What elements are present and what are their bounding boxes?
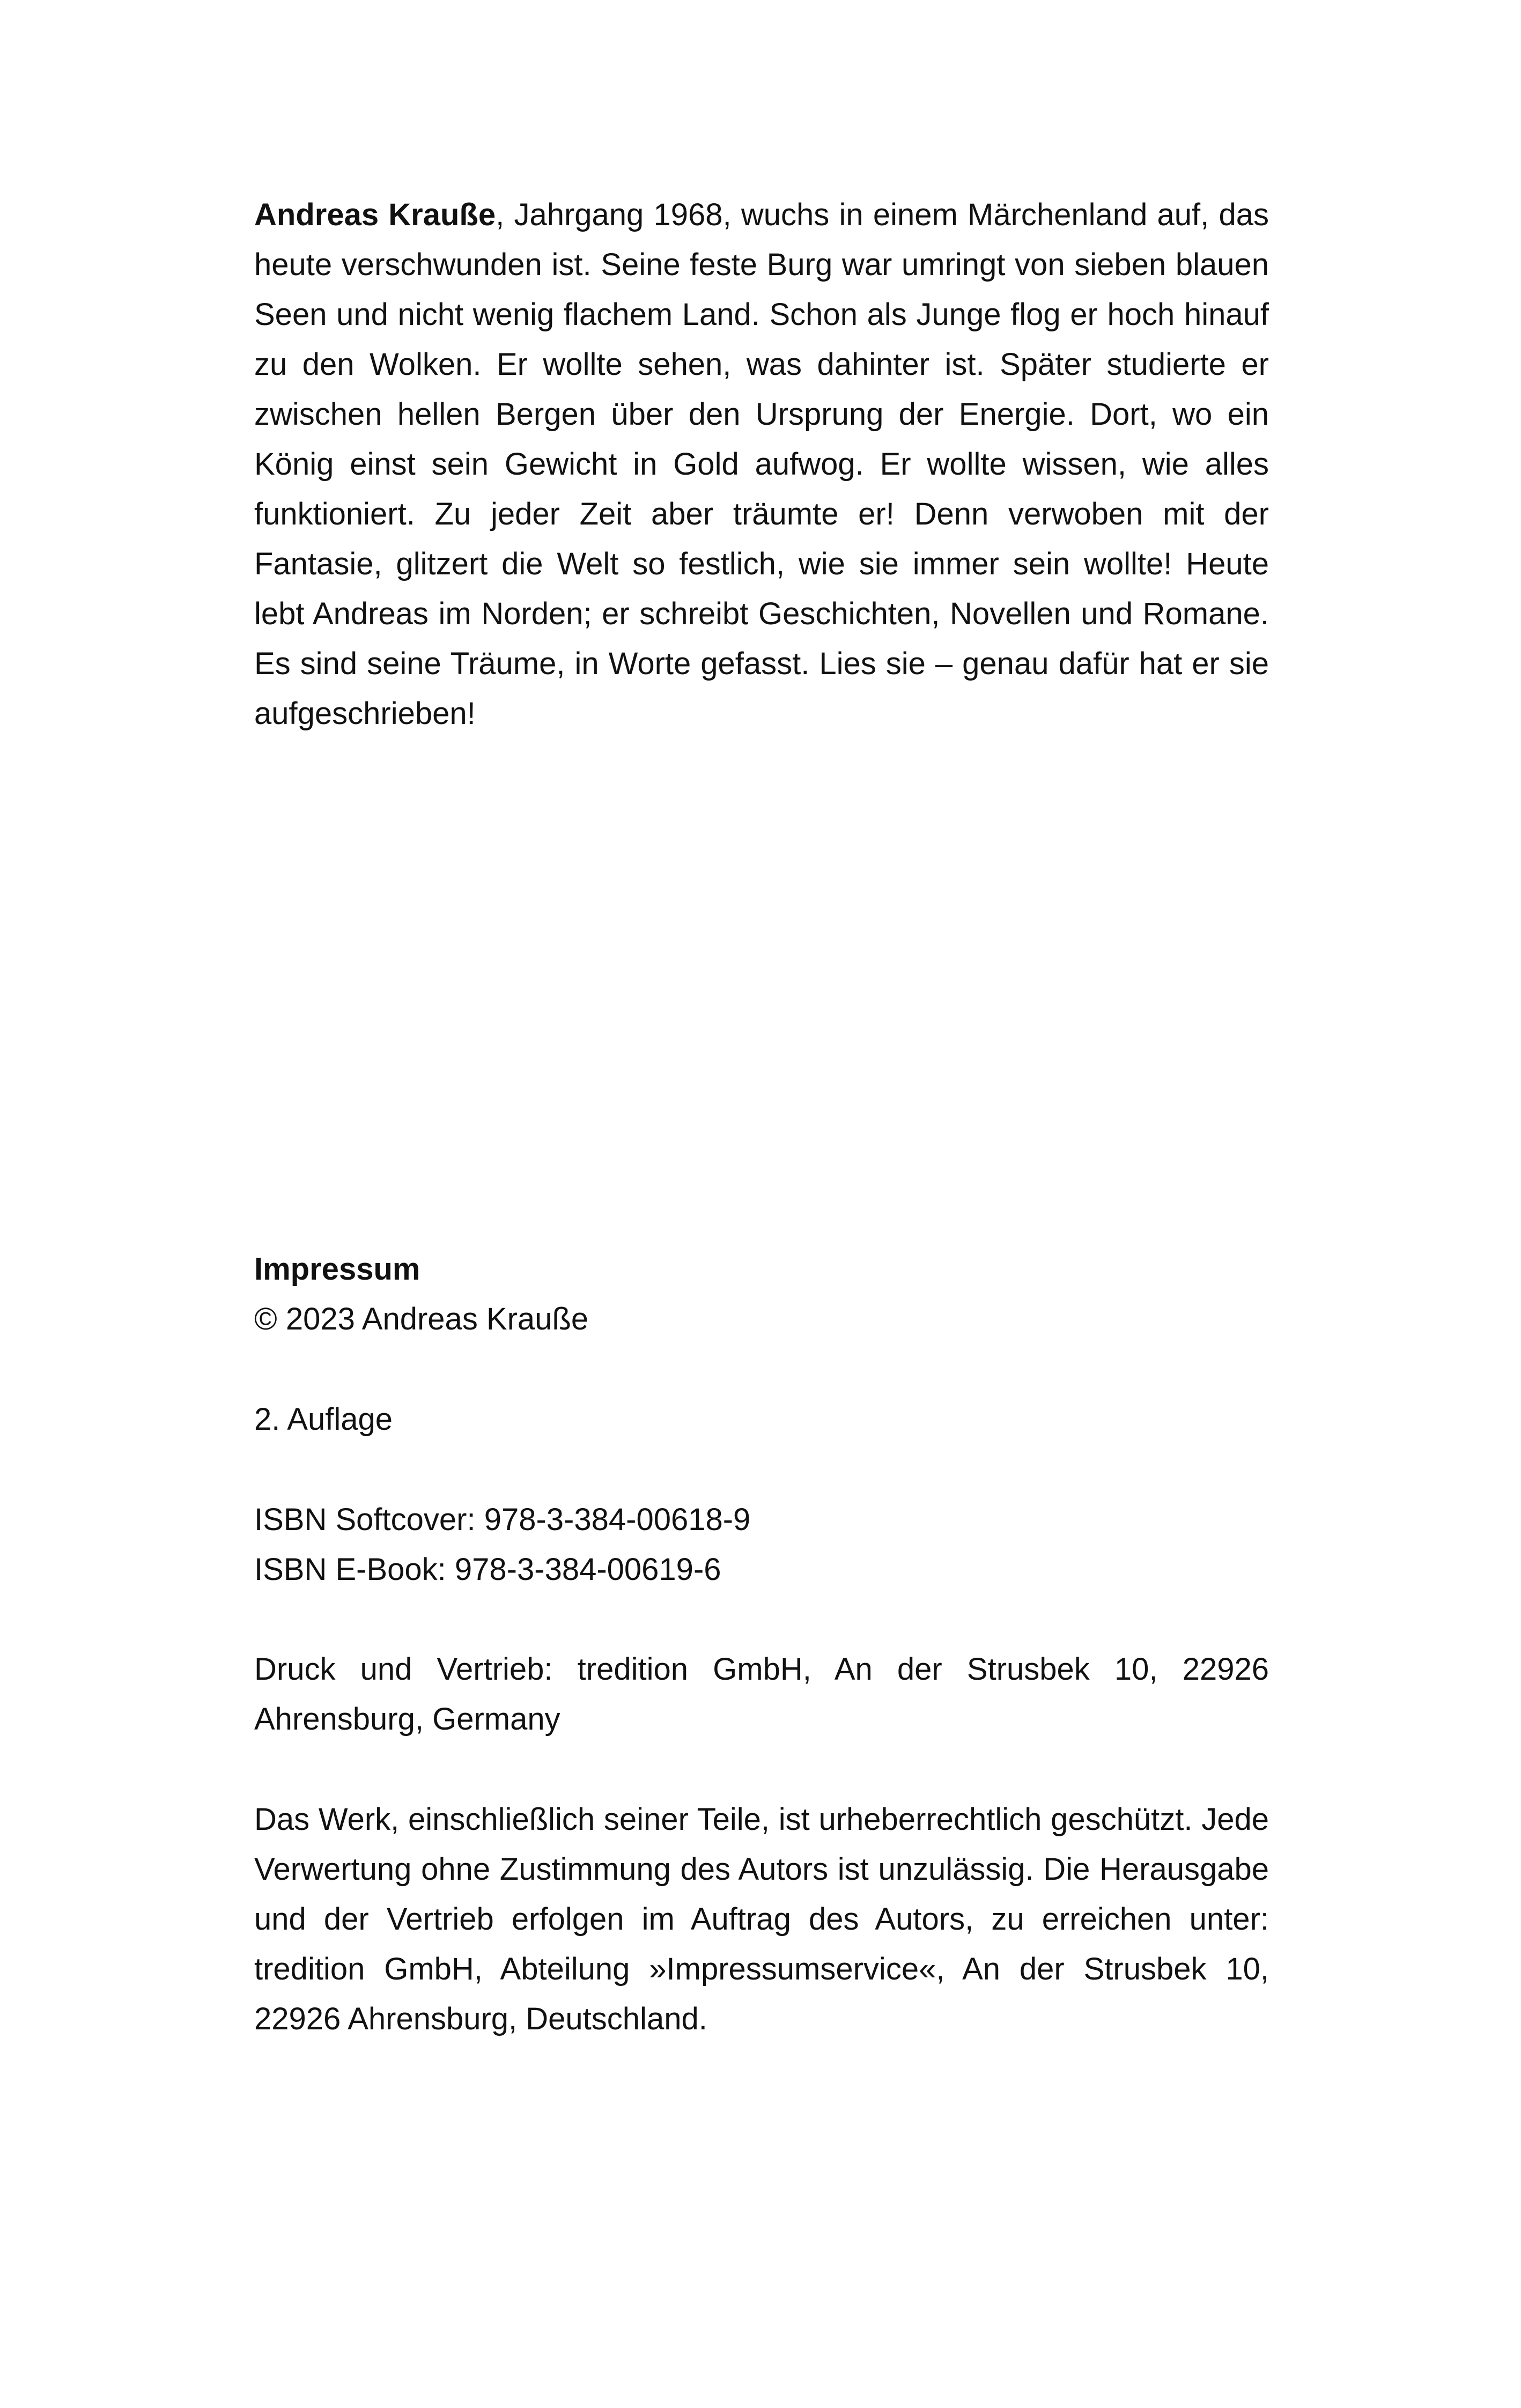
isbn-softcover-line: ISBN Softcover: 978-3-384-00618-9	[254, 1502, 751, 1537]
copyright-line: © 2023 Andreas Krauße	[254, 1302, 589, 1336]
author-name: Andreas Krauße	[254, 197, 496, 232]
print-distribution-info: Druck und Vertrieb: tredition GmbH, An der Strusbek 10, 22926 Ahrensburg, Germany	[254, 1652, 1269, 1737]
author-bio	[254, 190, 1269, 738]
author-bio-text: , Jahrgang 1968, wuchs in einem Märchenland auf, das heute verschwunden ist. Seine feste Burg war umringt von sieben blauen Seen und nicht wenig flachem Land. Schon als Junge flog er hoch hinauf zu den Wolken. Er wollte sehen, was dahinter ist. Später studierte er zwischen hellen Bergen über den Ursprung der Energie. Dort, wo ein König einst sein Gewicht in Gold aufwog. Er wollte wissen, wie alles funktioniert. Zu jeder Zeit aber träumte er! Denn verwoben mit der Fantasie, glitzert die Welt so festlich, wie sie immer sein wollte! Heute lebt Andreas im Norden; er schreibt Geschichten, Novellen und Romane. Es sind seine Träume, in Worte gefasst. Lies sie – genau dafür hat er sie aufgeschrieben!	[254, 197, 1269, 731]
copyright-notice: Das Werk, einschließlich seiner Teile, ist urheberrechtlich geschützt. Jede Verwertung ohne Zustimmung des Autors ist unzulässig. Die Herausgabe und der Vertrieb erfolgen im Auftrag des Autors, zu erreichen unter: tredition GmbH, Abteilung »Impressumservice«, An der Strusbek 10, 22926 Ahrensburg, Deutschland.	[254, 1802, 1269, 2036]
impressum-heading: Impressum	[254, 1252, 420, 1287]
isbn-ebook-line: ISBN E-Book: 978-3-384-00619-6	[254, 1552, 721, 1587]
edition-line: 2. Auflage	[254, 1402, 393, 1437]
